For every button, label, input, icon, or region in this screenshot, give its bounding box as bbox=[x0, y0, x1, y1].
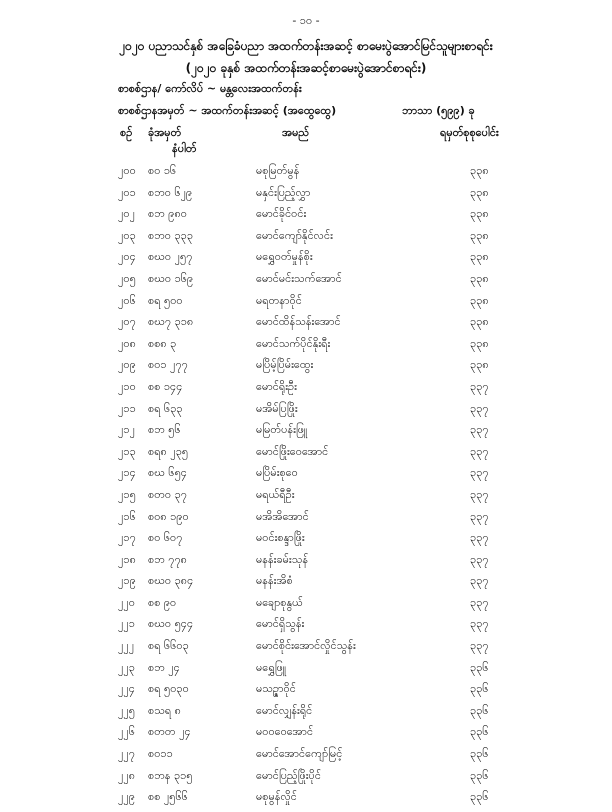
row-number: ၂၀၂ bbox=[118, 207, 135, 221]
student-name: မရွှေဝတ်မှုန်စိုး bbox=[256, 250, 313, 264]
row-number: ၂၂၀ bbox=[118, 595, 135, 609]
roll-number: စဘ၀ ၃၃၃ bbox=[148, 228, 194, 242]
list-item bbox=[0, 423, 612, 445]
roll-number: စဘ ၉၈၀ bbox=[148, 207, 187, 221]
student-name: မနန်းအိစံ bbox=[256, 574, 293, 588]
list-item bbox=[0, 531, 612, 553]
total-marks: ၃၃၈ bbox=[470, 358, 489, 372]
roll-number: စဝ၈ ၁၉၀ bbox=[148, 509, 189, 523]
roll-number: စ၀ ၁၆ bbox=[148, 164, 177, 177]
student-name: မဝဝဝေအောင် bbox=[256, 725, 314, 739]
student-name: မပြိမ့်ပြိမ်းထွေး bbox=[256, 358, 314, 372]
roll-number: စဘ ၇၇၈ bbox=[148, 552, 187, 566]
roll-number: စရ ၅၀၃၀ bbox=[148, 682, 189, 696]
student-name: မစုမွန်လှိုင် bbox=[256, 790, 297, 804]
student-name: မောင်သက်ပိုင်နိုးရီး bbox=[256, 336, 331, 350]
total-marks: ၃၃၇ bbox=[470, 444, 489, 458]
total-marks: ၃၃၇ bbox=[470, 595, 489, 609]
student-name: မောင်အောင်ကျော်မြင့် bbox=[256, 747, 343, 761]
total-marks: ၃၃၆ bbox=[470, 682, 489, 696]
roll-number: စတတ ၂၄ bbox=[148, 725, 191, 739]
row-number: ၂၁၂ bbox=[118, 423, 135, 437]
list-item bbox=[0, 272, 612, 294]
total-marks: ၃၃၈ bbox=[470, 293, 489, 307]
exam-center-number: စာစစ်ဌာနအမှတ် ~ အထက်တန်းအဆင့် (အထွေထွေ) bbox=[118, 104, 337, 117]
student-name: မောင်ထိန်သန်းအောင် bbox=[256, 315, 341, 329]
total-marks: ၃၃၈ bbox=[470, 250, 489, 264]
roll-number: စတ၀ ၃၇ bbox=[148, 487, 187, 501]
row-number: ၂၁၁ bbox=[118, 401, 136, 415]
total-marks: ၃၃၆ bbox=[470, 660, 489, 674]
roll-number: စစ၈ ၃ bbox=[148, 336, 177, 350]
list-item bbox=[0, 769, 612, 791]
list-item bbox=[0, 229, 612, 251]
row-number: ၂၂၇ bbox=[118, 747, 135, 761]
list-item bbox=[0, 207, 612, 229]
row-number: ၂၂၃ bbox=[118, 660, 135, 674]
total-marks: ၃၃၇ bbox=[470, 552, 489, 566]
column-header-roll-sub: နံပါတ် bbox=[172, 142, 197, 155]
list-item bbox=[0, 617, 612, 639]
column-header-number: စဉ် bbox=[120, 126, 133, 139]
total-marks: ၃၃၇ bbox=[470, 574, 489, 588]
list-item bbox=[0, 661, 612, 683]
total-marks: ၃၃၈ bbox=[470, 315, 489, 329]
total-marks: ၃၃၆ bbox=[470, 725, 489, 739]
list-item bbox=[0, 725, 612, 747]
student-name: မောင်ခိုင်ဝင်း bbox=[256, 207, 307, 221]
document-title: ၂၀၂၀ ပညာသင်နှစ် အခြေခံပညာ အထက်တန်းအဆင့် စာမေးပွဲအောင်မြင်သူများစာရင်း bbox=[119, 39, 493, 53]
row-number: ၂၁၃ bbox=[118, 444, 136, 458]
total-marks: ၃၃၇ bbox=[470, 639, 489, 653]
student-name: မရွှေဖြူ bbox=[256, 660, 287, 674]
total-marks: ၃၃၈ bbox=[470, 271, 489, 285]
roll-number: စရ၈ ၂၃၅ bbox=[148, 444, 189, 458]
list-item bbox=[0, 574, 612, 596]
row-number: ၂၀၉ bbox=[118, 358, 136, 372]
student-name: မောင်ပြည့်ဖြိုးပိုင် bbox=[256, 768, 321, 782]
total-marks: ၃၃၆ bbox=[470, 790, 489, 804]
roll-number: စရ ၆၃၃ bbox=[148, 401, 183, 415]
roll-number: စဝ၁ ၂၇၇ bbox=[148, 358, 188, 372]
row-number: ၂၀၀ bbox=[118, 164, 136, 177]
roll-number: စရ ၅၀၀ bbox=[148, 293, 183, 307]
student-name: မအိအိအောင် bbox=[256, 509, 309, 523]
row-number: ၂၀၄ bbox=[118, 250, 136, 264]
student-name: မနှင်းပြည့်လွှာ bbox=[256, 185, 311, 199]
roll-number: စဃ၀ ၅၄၄ bbox=[148, 617, 194, 631]
list-item bbox=[0, 553, 612, 575]
student-name: မချောစုနွယ် bbox=[256, 595, 303, 609]
list-item bbox=[0, 315, 612, 337]
list-item bbox=[0, 358, 612, 380]
roll-number: စဘ ၅၆ bbox=[148, 423, 181, 437]
row-number: ၂၁၅ bbox=[118, 487, 136, 501]
exam-center-label: စာစစ်ဌာန/ ကော်လိပ် ~ မန္တလေးအထက်တန်း bbox=[118, 82, 302, 95]
list-item bbox=[0, 466, 612, 488]
roll-number: စရ ၆၆၀၃ bbox=[148, 639, 189, 653]
total-marks: ၃၃၈ bbox=[470, 336, 489, 350]
student-name: မဝင်းစန္ဒာဖြိုး bbox=[256, 531, 305, 545]
total-marks: ၃၃၇ bbox=[470, 423, 489, 437]
list-item bbox=[0, 402, 612, 424]
roll-number: စဘ ၂၄ bbox=[148, 660, 180, 674]
row-number: ၂၀၇ bbox=[118, 315, 136, 329]
total-marks: ၃၃၈ bbox=[470, 228, 489, 242]
roll-number: စစ ၂၅၆၆ bbox=[148, 790, 188, 804]
roll-number: စစ ၁၄၄ bbox=[148, 379, 183, 393]
student-name: မောင်ဖြိုးဝေအောင် bbox=[256, 444, 329, 458]
column-header-roll: ခုံအမှတ် bbox=[148, 126, 182, 139]
column-header-name: အမည် bbox=[282, 126, 310, 139]
roll-number: စဘန ၃၁၅ bbox=[148, 768, 193, 782]
list-item bbox=[0, 596, 612, 618]
list-item bbox=[0, 510, 612, 532]
student-name: မောင်ရှိသွန်း bbox=[256, 617, 305, 631]
student-name: မမြတ်ပန်းဖြူ bbox=[256, 423, 308, 437]
student-name: မောင်ရိုးဦး bbox=[256, 379, 297, 393]
total-marks: ၃၃၆ bbox=[470, 747, 489, 761]
results-list bbox=[0, 164, 612, 812]
student-name: မစုမြတ်မွန် bbox=[256, 164, 300, 177]
total-marks: ၃၃၇ bbox=[470, 617, 489, 631]
row-number: ၂၂၁ bbox=[118, 617, 135, 631]
total-marks: ၃၃၈ bbox=[470, 207, 489, 221]
row-number: ၂၁၀ bbox=[118, 379, 136, 393]
list-item bbox=[0, 488, 612, 510]
roll-number: စစ ၉၀ bbox=[148, 595, 177, 609]
roll-number: စဃ၇ ၃၁၈ bbox=[148, 315, 194, 329]
row-number: ၂၂၆ bbox=[118, 725, 135, 739]
row-number: ၂၂၈ bbox=[118, 768, 136, 782]
list-item bbox=[0, 682, 612, 704]
roll-number: စဃ ၆၅၄ bbox=[148, 466, 187, 480]
list-item bbox=[0, 747, 612, 769]
total-marks: ၃၃၇ bbox=[470, 401, 489, 415]
roll-number: စဘ၀ ၆၂၉ bbox=[148, 185, 193, 199]
roll-number: စဃ၀ ၂၅၇ bbox=[148, 250, 193, 264]
list-item bbox=[0, 164, 612, 186]
total-marks: ၃၃၇ bbox=[470, 531, 489, 545]
student-name: မပြိမ်းစုဝေ bbox=[256, 466, 298, 480]
row-number: ၂၁၇ bbox=[118, 531, 136, 545]
list-item bbox=[0, 790, 612, 812]
student-name: မနန်းခမ်းသုန် bbox=[256, 552, 309, 566]
list-item bbox=[0, 704, 612, 726]
row-number: ၂၀၁ bbox=[118, 185, 136, 199]
row-number: ၂၁၉ bbox=[118, 574, 136, 588]
total-marks: ၃၃၈ bbox=[470, 164, 489, 177]
total-marks: ၃၃၆ bbox=[470, 703, 489, 717]
list-item bbox=[0, 445, 612, 467]
student-name: မောင်လျှန်းရိုင် bbox=[256, 703, 313, 717]
list-item bbox=[0, 639, 612, 661]
row-number: ၂၀၆ bbox=[118, 293, 136, 307]
row-number: ၂၁၆ bbox=[118, 509, 136, 523]
document-subtitle: (၂၀၂၀ ခုနှစ် အထက်တန်းအဆင့်စာမေးပွဲအောင်စာရင်း) bbox=[185, 61, 427, 75]
column-header-marks: ရမှတ်စုစုပေါင်း bbox=[440, 126, 499, 139]
total-marks: ၃၃၇ bbox=[470, 509, 489, 523]
roll-number: စဃ၀ ၃၈၄ bbox=[148, 574, 194, 588]
student-name: မောင်မင်းသက်အောင် bbox=[256, 271, 342, 285]
row-number: ၂၂၅ bbox=[118, 703, 135, 717]
student-name: မောင်စိုင်းအောင်လှိုင်သွန်း bbox=[256, 639, 356, 653]
student-name: မရယ်ရီဦး bbox=[256, 487, 295, 501]
list-item bbox=[0, 186, 612, 208]
row-number: ၂၂၉ bbox=[118, 790, 135, 804]
roll-number: စ၀၁၁ bbox=[148, 747, 173, 761]
student-name: မအိမ်ပြဖြိုး bbox=[256, 401, 298, 415]
list-item bbox=[0, 294, 612, 316]
row-number: ၂၀၅ bbox=[118, 271, 136, 285]
row-number: ၂၂၄ bbox=[118, 682, 135, 696]
row-number: ၂၁၈ bbox=[118, 552, 136, 566]
row-number: ၂၂၂ bbox=[118, 639, 135, 653]
total-marks: ၃၃၆ bbox=[470, 768, 489, 782]
total-marks: ၃၃၈ bbox=[470, 185, 489, 199]
subject-count: ဘာသာ (၅၉၉) ခု bbox=[402, 104, 475, 117]
student-name: မောင်ကျော်နိုင်လင်း bbox=[256, 228, 333, 242]
total-marks: ၃၃၇ bbox=[470, 379, 489, 393]
list-item bbox=[0, 250, 612, 272]
roll-number: စဃ၀ ၁၆၉ bbox=[148, 271, 194, 285]
row-number: ၂၀၃ bbox=[118, 228, 136, 242]
roll-number: စသရ ၈ bbox=[148, 703, 181, 717]
total-marks: ၃၃၇ bbox=[470, 466, 489, 480]
student-name: မရတနာဝိုင် bbox=[256, 293, 302, 307]
roll-number: စဝ ၆၀၇ bbox=[148, 531, 183, 545]
list-item bbox=[0, 380, 612, 402]
page-number: - ၁၀ - bbox=[292, 14, 320, 27]
list-item bbox=[0, 337, 612, 359]
row-number: ၂၁၄ bbox=[118, 466, 136, 480]
total-marks: ၃၃၇ bbox=[470, 487, 489, 501]
student-name: မသဥ္ဇာဝိုင် bbox=[256, 682, 296, 696]
row-number: ၂၀၈ bbox=[118, 336, 136, 350]
